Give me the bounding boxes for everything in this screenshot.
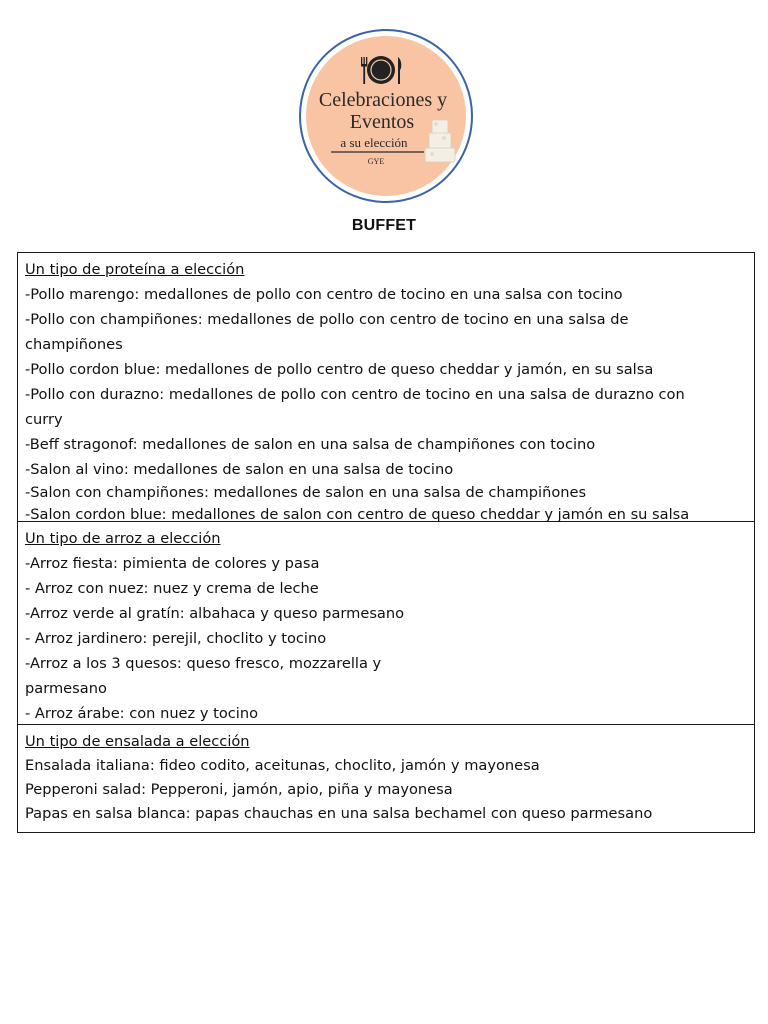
list-item: - Arroz jardinero: perejil, choclito y tocino — [25, 630, 327, 647]
list-item: parmesano — [25, 680, 107, 697]
list-item: -Pollo con durazno: medallones de pollo con centro de tocino en una salsa de durazno con — [25, 386, 685, 403]
logo-line2: Eventos — [349, 111, 415, 133]
list-item: -Salon cordon blue: medallones de salon con centro de queso cheddar y jamón en su salsa — [25, 506, 690, 523]
plate-icon — [367, 56, 395, 84]
page-title: BUFFET — [351, 217, 417, 234]
list-item: - Arroz con nuez: nuez y crema de leche — [25, 580, 319, 597]
list-item: -Salon al vino: medallones de salon en una salsa de tocino — [25, 461, 454, 478]
logo-graphic — [296, 24, 476, 208]
logo — [296, 24, 476, 208]
list-item: -Arroz fiesta: pimienta de colores y pasa — [25, 555, 320, 572]
section-salad — [18, 724, 754, 832]
list-item: -Pollo con champiñones: medallones de pollo con centro de tocino en una salsa de — [25, 311, 629, 328]
section-heading: Un tipo de proteína a elección — [25, 261, 245, 278]
menu-table — [17, 252, 755, 833]
list-item: Pepperoni salad: Pepperoni, jamón, apio, piña y mayonesa — [25, 781, 453, 798]
list-item: -Pollo cordon blue: medallones de pollo centro de queso cheddar y jamón, en su salsa — [25, 361, 654, 378]
logo-city: GYE — [367, 157, 385, 166]
logo-line1: Celebraciones y — [318, 89, 448, 111]
list-item: -Salon con champiñones: medallones de salon en una salsa de champiñones — [25, 484, 587, 501]
logo-tagline: a su elección — [340, 135, 408, 150]
list-item: curry — [25, 411, 63, 428]
list-item: -Pollo marengo: medallones de pollo con centro de tocino en una salsa con tocino — [25, 286, 623, 303]
list-item: - Arroz árabe: con nuez y tocino — [25, 705, 259, 722]
section-heading: Un tipo de arroz a elección — [25, 530, 221, 547]
section-rice — [18, 521, 754, 724]
list-item: Papas en salsa blanca: papas chauchas en una salsa bechamel con queso parmesano — [25, 805, 653, 822]
list-item: -Beff stragonof: medallones de salon en una salsa de champiñones con tocino — [25, 436, 596, 453]
list-item: -Arroz verde al gratín: albahaca y queso parmesano — [25, 605, 405, 622]
section-heading: Un tipo de ensalada a elección — [25, 733, 250, 750]
section-protein — [18, 253, 754, 521]
list-item: -Arroz a los 3 quesos: queso fresco, mozzarella y — [25, 655, 382, 672]
list-item: Ensalada italiana: fideo codito, aceitunas, choclito, jamón y mayonesa — [25, 757, 540, 774]
list-item: champiñones — [25, 336, 123, 353]
